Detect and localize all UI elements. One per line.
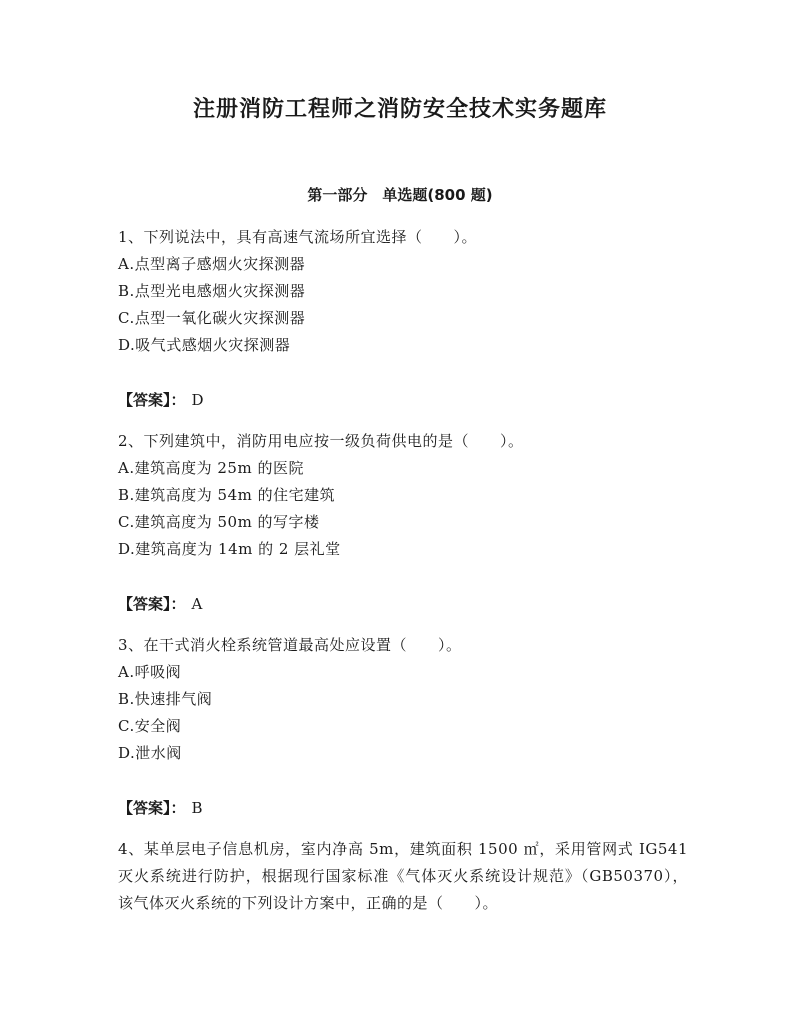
option-a: A.点型离子感烟火灾探测器 bbox=[118, 255, 306, 273]
option-d: D.建筑高度为 14m 的 2 层礼堂 bbox=[118, 540, 341, 558]
question-4 bbox=[118, 836, 688, 917]
answer-colon: ： bbox=[170, 799, 186, 817]
option-c: C.安全阀 bbox=[118, 717, 182, 735]
option-b: B.快速排气阀 bbox=[118, 690, 213, 708]
question-stem: 4、某单层电子信息机房，室内净高 5m，建筑面积 1500 ㎡，采用管网式 IG541 灭火系统进行防护，根据现行国家标准《气体灭火系统设计规范》（GB50370），该气体灭火系统的下列设计方案中，正确的是（ ）。 bbox=[118, 840, 688, 912]
option-d: D.吸气式感烟火灾探测器 bbox=[118, 336, 291, 354]
answer-line bbox=[118, 795, 688, 822]
answer-colon: ： bbox=[170, 595, 186, 613]
answer-value: B bbox=[191, 799, 203, 817]
question-3 bbox=[118, 632, 688, 822]
answer-label: 【答案】 bbox=[118, 391, 171, 409]
document-title: 注册消防工程师之消防安全技术实务题库 bbox=[192, 97, 607, 122]
question-list bbox=[118, 224, 688, 917]
question-2 bbox=[118, 428, 688, 618]
answer-label: 【答案】 bbox=[118, 799, 171, 817]
answer-colon: ： bbox=[170, 391, 186, 409]
option-c: C.建筑高度为 50m 的写字楼 bbox=[118, 513, 320, 531]
option-a: A.建筑高度为 25m 的医院 bbox=[118, 459, 304, 477]
option-c: C.点型一氧化碳火灾探测器 bbox=[118, 309, 306, 327]
answer-label: 【答案】 bbox=[118, 595, 171, 613]
answer-value: A bbox=[191, 595, 203, 613]
question-stem: 2、下列建筑中，消防用电应按一级负荷供电的是（ ）。 bbox=[118, 432, 524, 450]
question-stem: 3、在干式消火栓系统管道最高处应设置（ ）。 bbox=[118, 636, 462, 654]
answer-line bbox=[118, 591, 688, 618]
option-a: A.呼吸阀 bbox=[118, 663, 182, 681]
section-heading: 第一部分 单选题(800 题) bbox=[307, 186, 493, 204]
question-1 bbox=[118, 224, 688, 414]
option-b: B.点型光电感烟火灾探测器 bbox=[118, 282, 306, 300]
answer-line bbox=[118, 387, 688, 414]
option-b: B.建筑高度为 54m 的住宅建筑 bbox=[118, 486, 336, 504]
question-stem: 1、下列说法中，具有高速气流场所宜选择（ ）。 bbox=[118, 228, 478, 246]
answer-value: D bbox=[191, 391, 204, 409]
option-d: D.泄水阀 bbox=[118, 744, 182, 762]
